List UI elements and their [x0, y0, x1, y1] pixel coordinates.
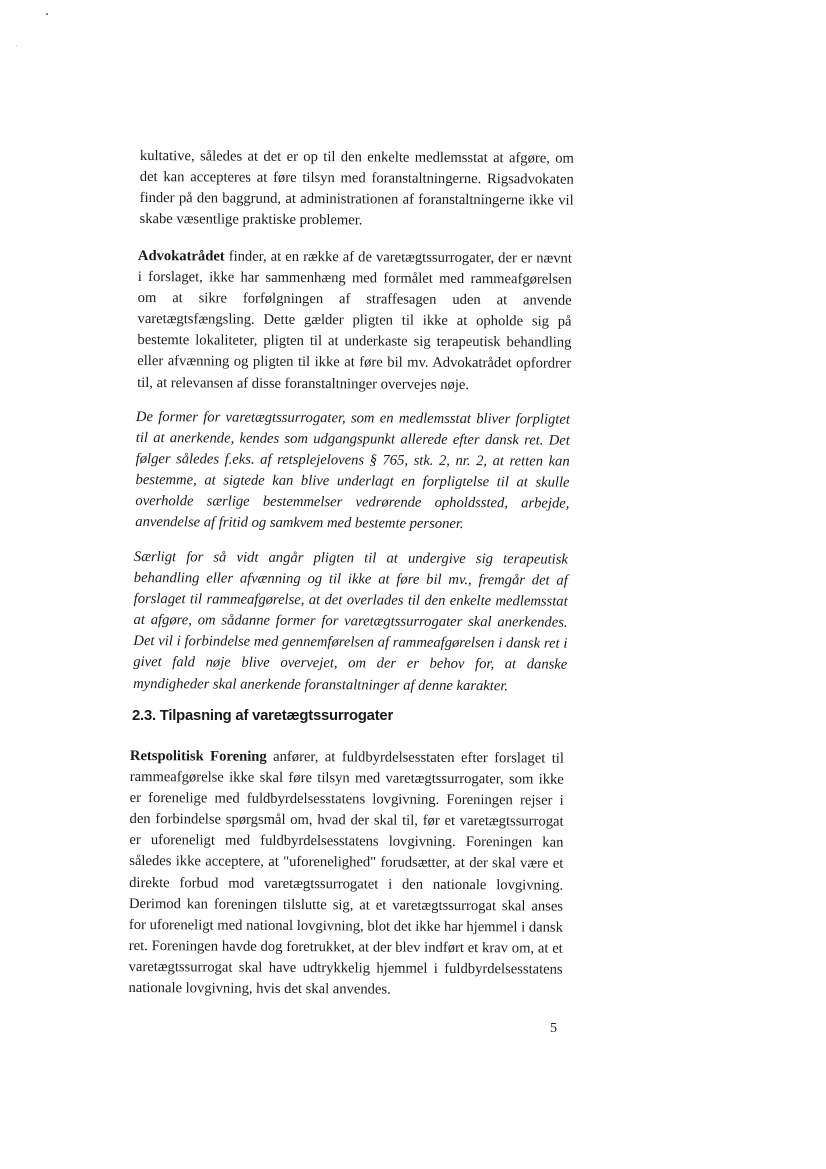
paragraph-lead-retspolitisk: Retspolitisk Forening — [129, 747, 267, 765]
paragraph-rigsadvokaten: kultative, således at det er op til den enkelte medlemsstat at afgøre, om det kan accepteres at føre tilsyn med foranstaltningerne. Rigsadvokaten finder på den baggrund, at administrationen af foranstaltningerne ikke vil skabe væsentlige praktiske problemer. — [139, 147, 574, 229]
page-number: 5 — [550, 1021, 557, 1036]
paragraph-comment-former: De former for varetægtssurrogater, som en medlemsstat bliver forpligtet til at anerkende, kendes som udgangspunkt allerede efter dansk ret. Det følger således f.eks. af retsplejelovens § 765, stk. 2, nr. 2, at retten kan bestemme, at sigtede kan blive underlagt en forpligtelse til at skulle overholde særlige bestemmelser vedrørende opholdssted, arbejde, anvendelse af fritid og samkvem med bestemte personer. — [135, 408, 570, 533]
paragraph-body-retspolitisk: anfører, at fuldbyrdelsesstaten efter forslaget til rammeafgørelse ikke skal føre tilsyn med varetægtssurrogater, som ikke er forenelige med fuldbyrdelsesstatens lovgivning. Foreningen rejser i den forbindelse spørgsmål om, hvad der skal til, før et varetægtssurrogat er uforeneligt med fuldbyrdelsesstatens lovgivning. Foreningen kan således ikke acceptere, at "uforenelighed" forudsætter, at der skal være et direkte forbud mod varetægtssurrogatet i den nationale lovgivning. Derimod kan foreningen tilslutte sig, at et varetægtssurrogat skal anses for uforeneligt med national lovgivning, blot det ikke har hjemmel i dansk ret. Foreningen havde dog foretrukket, at der blev indført et krav om, at et varetægtssurrogat skal have udtrykkelig hjemmel i fuldbyrdelsesstatens nationale lovgivning, hvis det skal anvendes. — [128, 748, 564, 998]
scan-speck — [16, 45, 17, 46]
paragraph-lead-advokatraadet: Advokatrådet — [137, 247, 225, 265]
paragraph-comment-terapeutisk: Særligt for så vidt angår pligten til at undergive sig terapeutisk behandling eller afvænning og til ikke at føre bil mv., fremgår det af forslaget til rammeafgørelse, at det overlades til den enkelte medlemsstat at afgøre, om sådanne former for varetægtssurrogater skal anerkendes. Det vil i forbindelse med gennemførelsen af rammeafgørelsen i dansk ret i givet fald nøje blive overvejet, om der er behov for, at danske myndigheder skal anerkende foranstaltninger af denne karakter. — [133, 548, 568, 694]
paragraph-retspolitisk-forening — [128, 746, 564, 1002]
section-heading: 2.3. Tilpasning af varetægtssurrogater — [132, 708, 394, 724]
paragraph-body-advokatraadet: finder, at en række af de varetægtssurrogater, der er nævnt i forslaget, ikke har sammenhæng med formålet med rammeafgørelsen om at sikre forfølgningen af straffesagen uden at anvende varetægtsfængsling. Dette gælder pligten til ikke at opholde sig på bestemte lokaliteter, pligten til at underkaste sig terapeutisk behandling eller afvænning og pligten til ikke at føre bil mv. Advokatrådet opfordrer til, at relevansen af disse foranstaltninger overvejes nøje. — [137, 248, 572, 393]
scan-speck — [46, 13, 48, 15]
paragraph-advokatraadet — [137, 246, 572, 396]
